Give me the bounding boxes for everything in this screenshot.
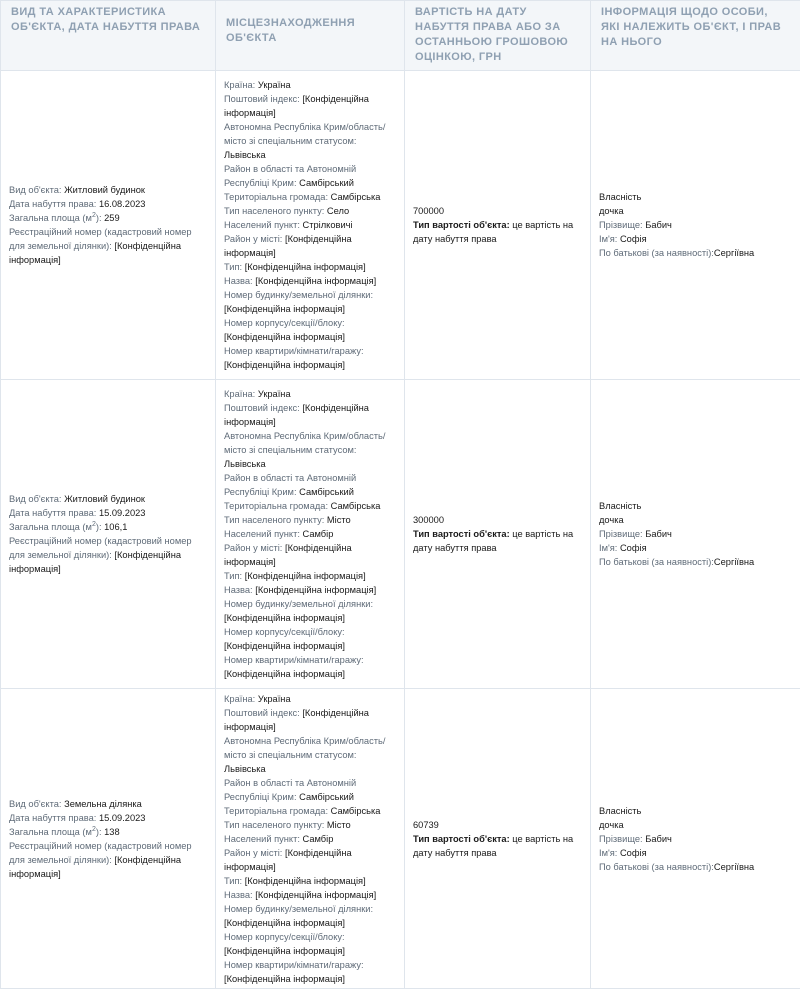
- object-kind: Вид об'єкта: Земельна ділянка: [9, 797, 207, 811]
- loc-district: Район в області та Автономній Республіці Крим: Самбірський: [224, 776, 396, 804]
- value-type: Тип вартості об'єкта: це вартість на дату набуття права: [413, 527, 582, 555]
- loc-country: Країна: Україна: [224, 387, 396, 401]
- owner-right-type: Власність: [599, 499, 792, 513]
- value-cell: [405, 689, 591, 989]
- owner-surname: Прізвище: Бабич: [599, 218, 792, 232]
- loc-district: Район в області та Автономній Республіці Крим: Самбірський: [224, 162, 396, 190]
- loc-city-district: Район у місті: [Конфіденційна інформація]: [224, 232, 396, 260]
- owner-name: Ім'я: Софія: [599, 846, 792, 860]
- owner-relation: дочка: [599, 818, 792, 832]
- owner-name: Ім'я: Софія: [599, 541, 792, 555]
- loc-apartment: Номер квартири/кімнати/гаражу: [Конфіденційна інформація]: [224, 958, 396, 986]
- loc-street-type: Тип: [Конфіденційна інформація]: [224, 874, 396, 888]
- loc-corpus: Номер корпусу/секції/блоку: [Конфіденційна інформація]: [224, 930, 396, 958]
- value-amount: 700000: [413, 204, 582, 218]
- object-cell: [1, 689, 216, 989]
- header-location: МІСЦЕЗНАХОДЖЕННЯ ОБ'ЄКТА: [216, 1, 405, 71]
- table-row: [1, 689, 800, 989]
- loc-corpus: Номер корпусу/секції/блоку: [Конфіденційна інформація]: [224, 625, 396, 653]
- owner-relation: дочка: [599, 513, 792, 527]
- object-kind: Вид об'єкта: Житловий будинок: [9, 183, 207, 197]
- location-cell: [216, 380, 405, 689]
- object-date: Дата набуття права: 16.08.2023: [9, 197, 207, 211]
- object-reg-number: Реєстраційний номер (кадастровий номер для земельної ділянки): [Конфіденційна інформація]: [9, 225, 207, 267]
- loc-community: Територіальна громада: Самбірська: [224, 499, 396, 513]
- location-cell: [216, 689, 405, 989]
- loc-street-name: Назва: [Конфіденційна інформація]: [224, 888, 396, 902]
- owner-patronymic: По батькові (за наявності):Сергіївна: [599, 555, 792, 569]
- object-date: Дата набуття права: 15.09.2023: [9, 506, 207, 520]
- loc-region: Автономна Республіка Крим/область/місто зі спеціальним статусом: Львівська: [224, 120, 396, 162]
- owner-cell: [591, 71, 800, 380]
- owner-right-type: Власність: [599, 190, 792, 204]
- owner-patronymic: По батькові (за наявності):Сергіївна: [599, 860, 792, 874]
- owner-right-type: Власність: [599, 804, 792, 818]
- loc-city-district: Район у місті: [Конфіденційна інформація]: [224, 846, 396, 874]
- loc-building: Номер будинку/земельної ділянки: [Конфіденційна інформація]: [224, 288, 396, 316]
- owner-patronymic: По батькові (за наявності):Сергіївна: [599, 246, 792, 260]
- loc-city-district: Район у місті: [Конфіденційна інформація]: [224, 541, 396, 569]
- value-cell: [405, 71, 591, 380]
- loc-street-type: Тип: [Конфіденційна інформація]: [224, 569, 396, 583]
- loc-settlement-type: Тип населеного пункту: Місто: [224, 818, 396, 832]
- header-owner-info: ІНФОРМАЦІЯ ЩОДО ОСОБИ, ЯКІ НАЛЕЖИТЬ ОБ'ЄКТ, І ПРАВ НА НЬОГО: [591, 1, 800, 71]
- loc-corpus: Номер корпусу/секції/блоку: [Конфіденційна інформація]: [224, 316, 396, 344]
- loc-street-name: Назва: [Конфіденційна інформація]: [224, 274, 396, 288]
- table-header-row: [1, 1, 800, 71]
- loc-country: Країна: Україна: [224, 692, 396, 706]
- object-date: Дата набуття права: 15.09.2023: [9, 811, 207, 825]
- header-object-type: ВИД ТА ХАРАКТЕРИСТИКА ОБ'ЄКТА, ДАТА НАБУТТЯ ПРАВА: [1, 1, 216, 71]
- object-cell: [1, 380, 216, 689]
- object-reg-number: Реєстраційний номер (кадастровий номер для земельної ділянки): [Конфіденційна інформація]: [9, 839, 207, 881]
- loc-settlement-type: Тип населеного пункту: Місто: [224, 513, 396, 527]
- loc-region: Автономна Республіка Крим/область/місто зі спеціальним статусом: Львівська: [224, 734, 396, 776]
- loc-apartment: Номер квартири/кімнати/гаражу: [Конфіденційна інформація]: [224, 344, 396, 372]
- table-row: [1, 71, 800, 380]
- loc-apartment: Номер квартири/кімнати/гаражу: [Конфіденційна інформація]: [224, 653, 396, 681]
- loc-postal: Поштовий індекс: [Конфіденційна інформація]: [224, 706, 396, 734]
- object-area: Загальна площа $(м^2)$: 259: [9, 211, 207, 225]
- value-type: Тип вартості об'єкта: це вартість на дату набуття права: [413, 218, 582, 246]
- header-value: ВАРТІСТЬ НА ДАТУ НАБУТТЯ ПРАВА АБО ЗА ОСТАННЬОЮ ГРОШОВОЮ ОЦІНКОЮ, ГРН: [405, 1, 591, 71]
- loc-settlement: Населений пункт: Самбір: [224, 527, 396, 541]
- table-row: [1, 380, 800, 689]
- object-reg-number: Реєстраційний номер (кадастровий номер для земельної ділянки): [Конфіденційна інформація]: [9, 534, 207, 576]
- loc-building: Номер будинку/земельної ділянки: [Конфіденційна інформація]: [224, 902, 396, 930]
- owner-cell: [591, 380, 800, 689]
- owner-cell: [591, 689, 800, 989]
- loc-settlement: Населений пункт: Стрілковичі: [224, 218, 396, 232]
- owner-surname: Прізвище: Бабич: [599, 527, 792, 541]
- loc-postal: Поштовий індекс: [Конфіденційна інформація]: [224, 401, 396, 429]
- loc-settlement-type: Тип населеного пункту: Село: [224, 204, 396, 218]
- value-cell: [405, 380, 591, 689]
- value-amount: 300000: [413, 513, 582, 527]
- loc-settlement: Населений пункт: Самбір: [224, 832, 396, 846]
- loc-district: Район в області та Автономній Республіці Крим: Самбірський: [224, 471, 396, 499]
- owner-name: Ім'я: Софія: [599, 232, 792, 246]
- loc-street-name: Назва: [Конфіденційна інформація]: [224, 583, 396, 597]
- object-cell: [1, 71, 216, 380]
- loc-region: Автономна Республіка Крим/область/місто зі спеціальним статусом: Львівська: [224, 429, 396, 471]
- owner-relation: дочка: [599, 204, 792, 218]
- object-area: Загальна площа $(м^2)$: 138: [9, 825, 207, 839]
- loc-community: Територіальна громада: Самбірська: [224, 190, 396, 204]
- location-cell: [216, 71, 405, 380]
- object-area: Загальна площа $(м^2)$: 106,1: [9, 520, 207, 534]
- loc-building: Номер будинку/земельної ділянки: [Конфіденційна інформація]: [224, 597, 396, 625]
- value-type: Тип вартості об'єкта: це вартість на дату набуття права: [413, 832, 582, 860]
- value-amount: 60739: [413, 818, 582, 832]
- loc-postal: Поштовий індекс: [Конфіденційна інформація]: [224, 92, 396, 120]
- object-kind: Вид об'єкта: Житловий будинок: [9, 492, 207, 506]
- loc-country: Країна: Україна: [224, 78, 396, 92]
- loc-community: Територіальна громада: Самбірська: [224, 804, 396, 818]
- loc-street-type: Тип: [Конфіденційна інформація]: [224, 260, 396, 274]
- owner-surname: Прізвище: Бабич: [599, 832, 792, 846]
